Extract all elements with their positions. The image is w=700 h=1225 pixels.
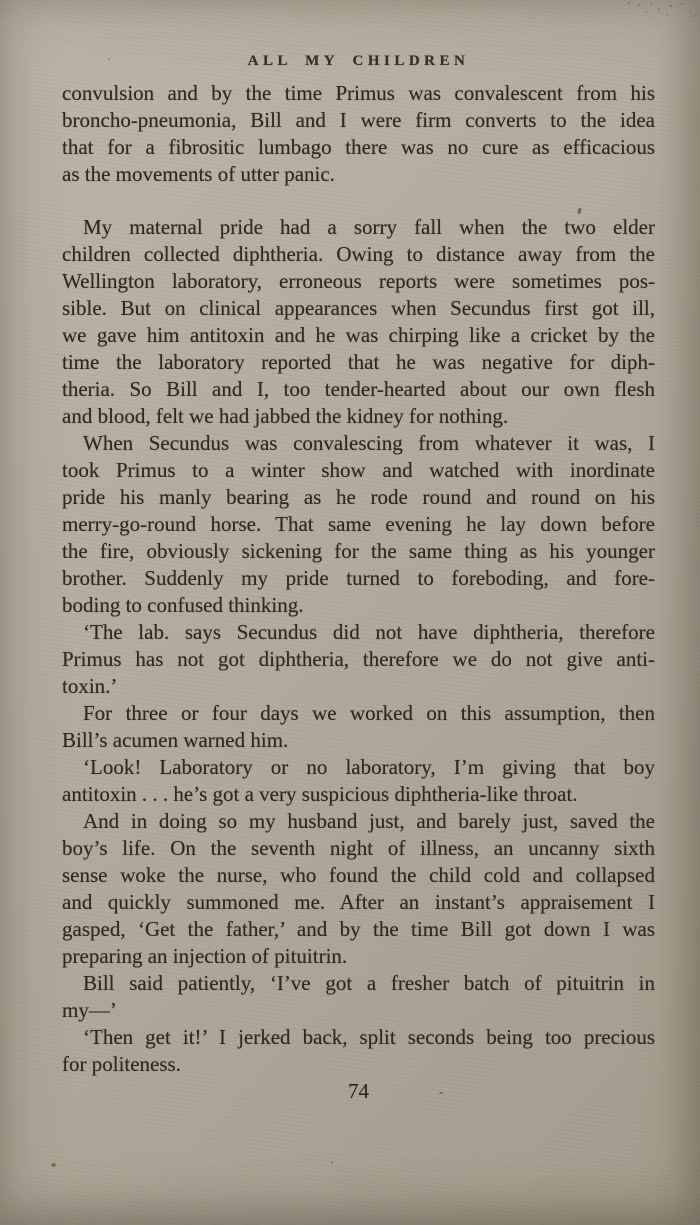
paragraph [62,80,655,188]
paragraph [62,754,655,808]
text-line: as the movements of utter panic. [62,162,335,186]
paragraph [62,430,655,619]
text-line: For three or four days we worked on this assumption, then [83,701,655,725]
text-line: brother. Suddenly my pride turned to foreboding, and fore- [62,566,655,590]
text-line: Bill said patiently, ‘I’ve got a fresher batch of pituitrin in [83,971,655,995]
scan-noise-cluster [628,2,630,4]
page-number: 74 [348,1079,369,1103]
text-line: When Secundus was convalescing from whatever it was, I [83,431,655,455]
text-line: boy’s life. On the seventh night of illness, an uncanny sixth [62,836,655,860]
text-line: My maternal pride had a sorry fall when the two elder [83,215,655,239]
text-line: merry-go-round horse. That same evening he lay down before [62,512,655,536]
text-line: sible. But on clinical appearances when Secundus first got ill, [62,296,655,320]
text-line: took Primus to a winter show and watched with inordinate [62,458,655,482]
text-line: that for a fibrositic lumbago there was no cure as efficacious [62,135,655,159]
text-line: and blood, felt we had jabbed the kidney for nothing. [62,404,509,428]
text-line: theria. So Bill and I, too tender-hearted about our own flesh [62,377,655,401]
text-line: ‘Then get it!’ I jerked back, split seconds being too precious [83,1025,655,1049]
text-line: preparing an injection of pituitrin. [62,944,348,968]
paragraph [62,700,655,754]
paragraph [62,619,655,700]
text-line: Primus has not got diphtheria, therefore we do not give anti- [62,647,655,671]
running-head: ALL MY CHILDREN [247,53,470,69]
paragraph [62,214,655,430]
text-body [62,80,655,1078]
text-line: convulsion and by the time Primus was convalescent from his [62,81,655,105]
text-line: Bill’s acumen warned him. [62,728,289,752]
text-line: gasped, ‘Get the father,’ and by the time Bill got down I was [62,917,655,941]
text-line: toxin.’ [62,674,118,698]
text-line: ‘Look! Laboratory or no laboratory, I’m giving that boy [83,755,655,779]
text-line: sense woke the nurse, who found the child cold and collapsed [62,863,655,887]
scan-speck [331,1161,333,1164]
text-line: we gave him antitoxin and he was chirping like a cricket by the [62,323,655,347]
text-line: broncho-pneumonia, Bill and I were firm converts to the idea [62,108,655,132]
text-line: for politeness. [62,1052,181,1076]
text-line: pride his manly bearing as he rode round and round on his [62,485,655,509]
text-line: children collected diphtheria. Owing to distance away from the [62,242,655,266]
text-line: the fire, obviously sickening for the same thing as his younger [62,539,655,563]
paragraph [62,808,655,970]
scan-speck [108,58,110,60]
text-line: And in doing so my husband just, and barely just, saved the [83,809,655,833]
text-line: Wellington laboratory, erroneous reports were sometimes pos- [62,269,655,293]
paragraph [62,1024,655,1078]
text-line: and quickly summoned me. After an instant’s appraisement I [62,890,655,914]
scan-speck [439,1092,443,1094]
paragraph [62,970,655,1024]
text-line: ‘The lab. says Secundus did not have diphtheria, therefore [83,620,655,644]
text-line: my—’ [62,998,117,1022]
text-line: boding to confused thinking. [62,593,304,617]
scan-speck [51,1163,56,1167]
text-line: time the laboratory reported that he was negative for diph- [62,350,655,374]
text-line: antitoxin . . . he’s got a very suspicious diphtheria-like throat. [62,782,578,806]
